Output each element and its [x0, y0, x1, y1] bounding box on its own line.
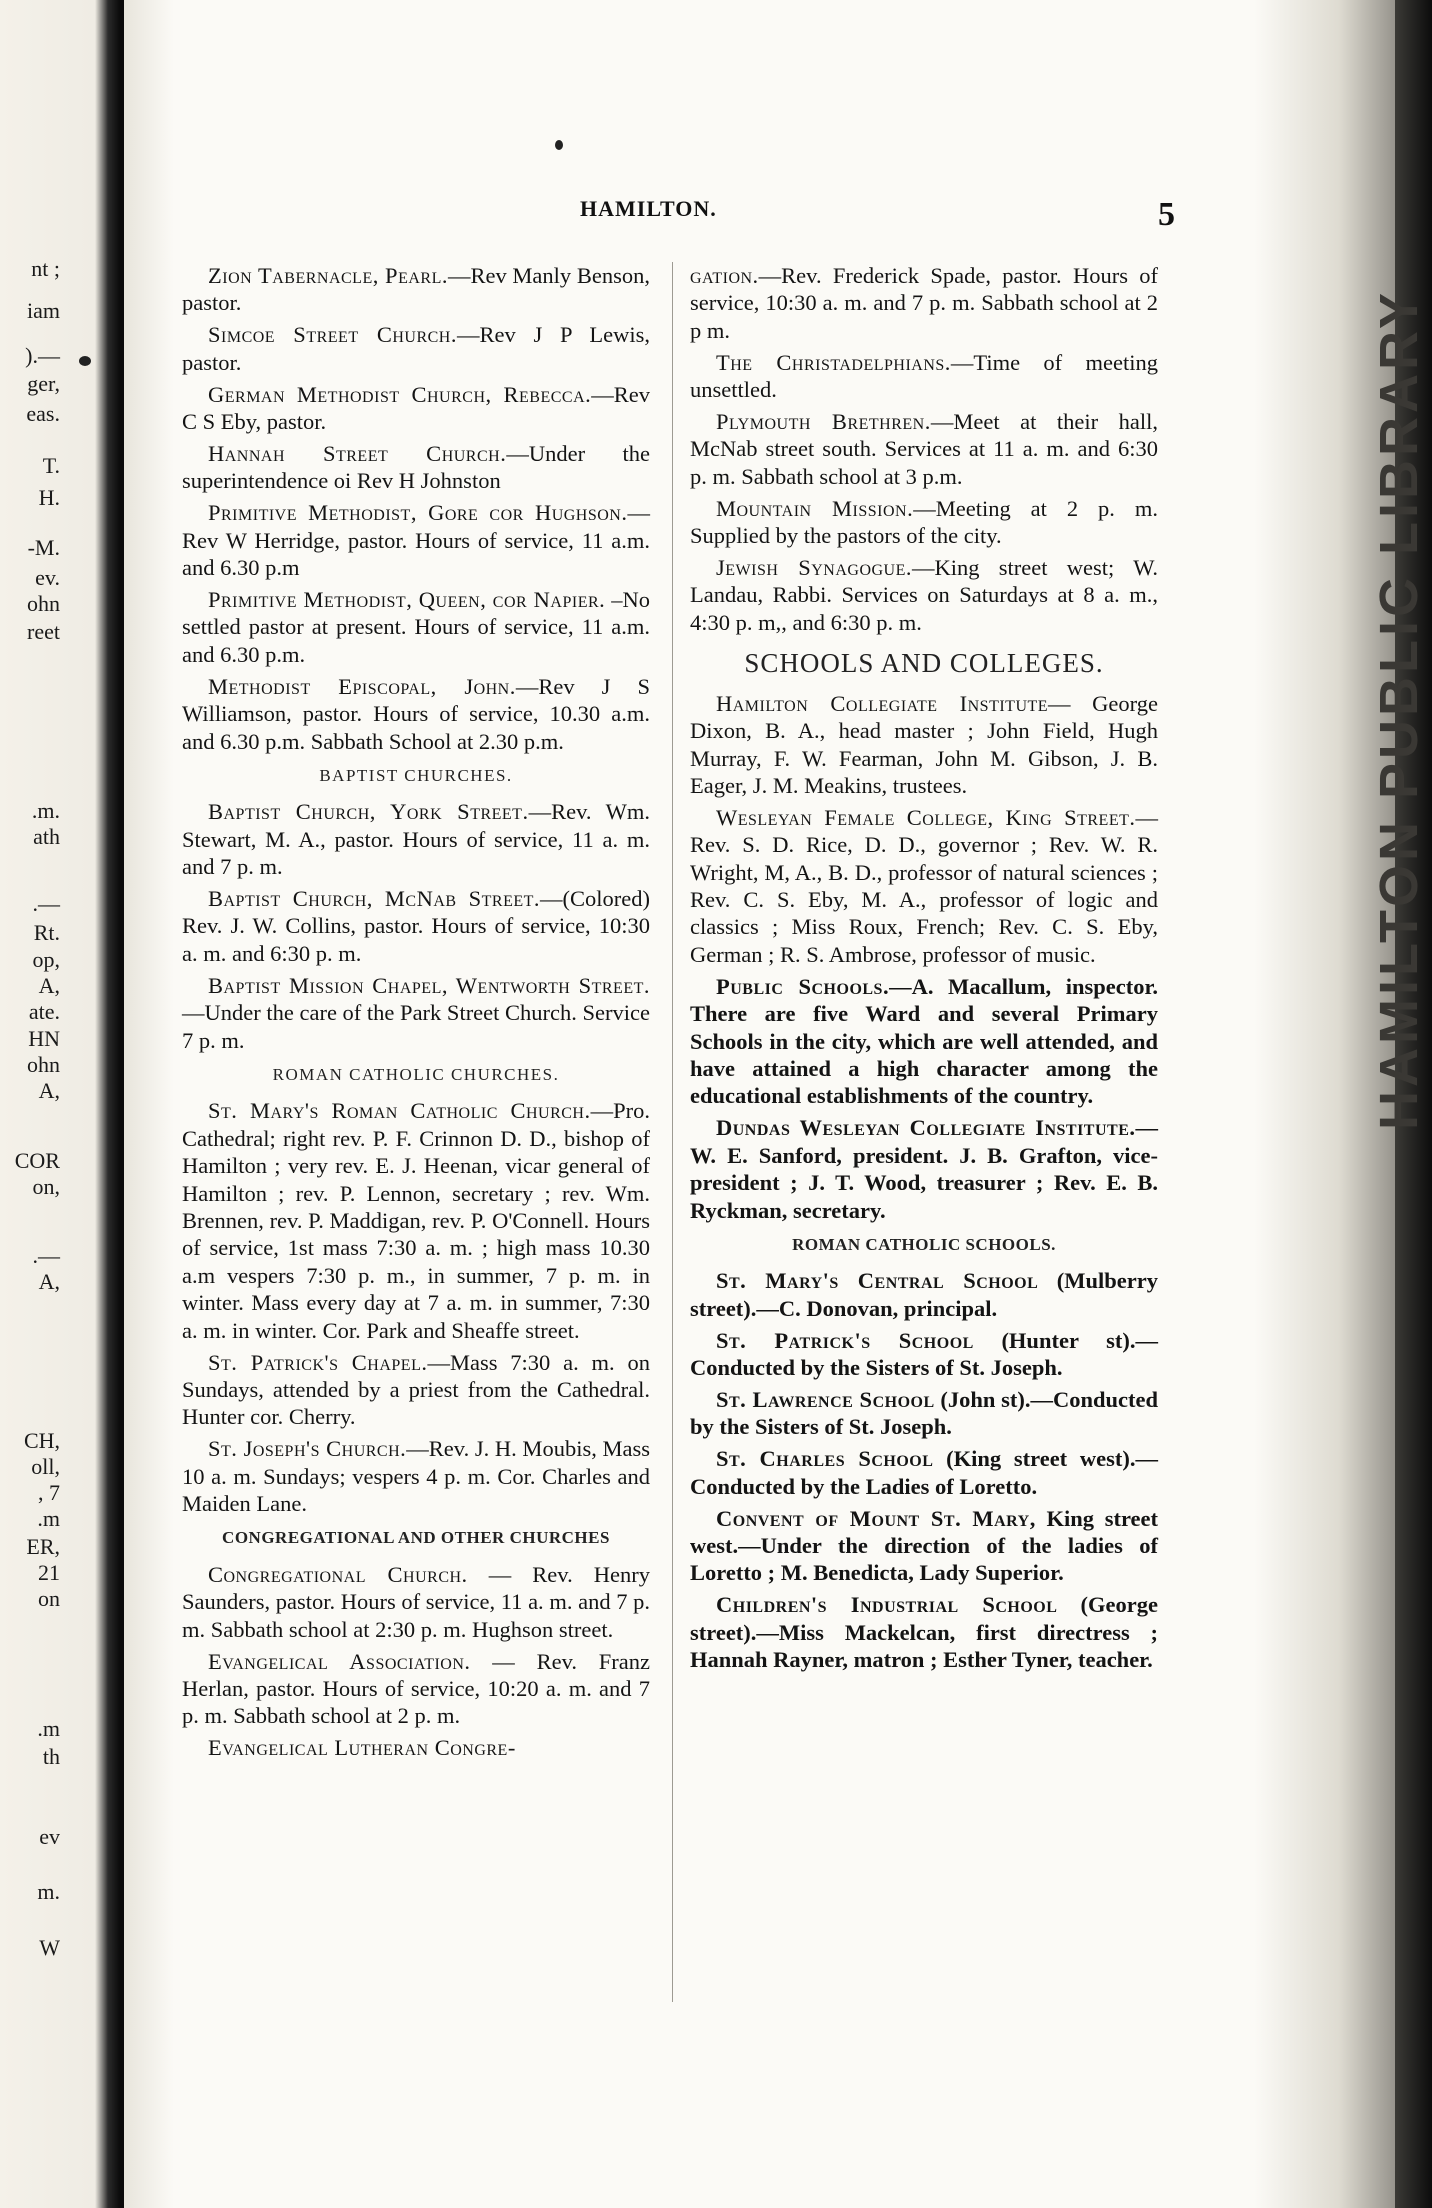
entry-name: gation. — [690, 263, 759, 288]
adjacent-page-edge — [0, 0, 120, 2208]
entry-details: (King street west).—Conducted by the Ladies of Loretto. — [690, 1446, 1159, 1499]
entry-name: Jewish Synagogue. — [716, 555, 912, 581]
directory-entry — [690, 1445, 1158, 1500]
directory-entry — [690, 262, 1158, 344]
directory-entry — [182, 499, 650, 581]
entry-details: —(Colored) Rev. J. W. Collins, pastor. Hours of service, 10:30 a. m. and 6:30 p. m. — [182, 886, 650, 966]
page-edge-fragment: oll, — [31, 1454, 60, 1479]
page-edge-fragment: reet — [27, 619, 60, 644]
directory-entry — [182, 1349, 650, 1431]
entry-name: Hamilton Collegiate Institute — [716, 690, 1049, 716]
entry-details: —Time of meeting unsettled. — [690, 349, 1158, 403]
entry-details: —Mass 7:30 a. m. on Sundays, attended by a priest from the Cathedral. Hunter cor. Cherry. — [182, 1349, 650, 1430]
entry-details: —Rev Manly Benson, pastor. — [182, 263, 650, 316]
page-edge-fragment: CH, — [23, 1428, 60, 1453]
directory-entry — [690, 349, 1158, 404]
directory-entry — [182, 1648, 650, 1730]
directory-entry — [182, 1734, 650, 1761]
page-edge-fragment: 21 — [38, 1560, 60, 1585]
entry-details: — Rev. Franz Herlan, pastor. Hours of service, 10:20 a. m. and 7 p. m. Sabbath school at 2 p. m. — [182, 1648, 650, 1729]
entry-name: Evangelical Association. — [208, 1648, 471, 1674]
directory-entry — [690, 1505, 1158, 1587]
entry-name: Baptist Church, McNab Street. — [208, 886, 541, 912]
directory-entry — [182, 885, 650, 967]
directory-entry — [690, 1591, 1158, 1673]
directory-entry — [182, 321, 650, 376]
page-edge-fragment: ate. — [28, 999, 60, 1024]
page-edge-fragment: A, — [38, 1078, 60, 1103]
page-edge-fragment: Rt. — [33, 920, 60, 945]
entry-name: Primitive Methodist, Queen, cor Napier. — [208, 586, 606, 612]
entry-details: —Rev C S Eby, pastor. — [182, 381, 650, 435]
entry-details: —Rev J S Williamson, pastor. Hours of service, 10.30 a.m. and 6.30 p.m. Sabbath School at 2.30 p.m. — [182, 673, 650, 754]
page-edge-fragment: ath — [33, 824, 60, 849]
entry-name: Convent of Mount St. Mary, — [716, 1505, 1036, 1531]
entry-name: Baptist Church, York Street. — [208, 799, 529, 825]
entry-name: German Methodist Church, Rebecca. — [208, 381, 592, 407]
entry-details: —King street west; W. Landau, Rabbi. Services on Saturdays at 8 a. m., 4:30 p. m,, and 6:30 p. m. — [690, 555, 1158, 635]
entry-name: St. Lawrence School — [716, 1386, 935, 1412]
page-edge-fragment: ev. — [35, 565, 60, 590]
page-number: 5 — [1158, 196, 1175, 233]
section-heading: BAPTIST CHURCHES. — [319, 765, 513, 785]
entry-name: Evangelical Lutheran Congre- — [208, 1735, 516, 1761]
entry-name: The Christadelphians. — [716, 349, 951, 375]
page-edge-fragment: .m — [37, 1506, 60, 1531]
page-edge-fragment: ev — [39, 1824, 60, 1849]
entry-details: — George Dixon, B. A., head master ; John Field, Hugh Murray, F. W. Fearman, John M. Gibson, J. B. Eager, J. M. Meakins, trustees. — [690, 690, 1158, 798]
entry-name: Children's Industrial School — [716, 1592, 1058, 1618]
entry-name: St. Joseph's Church. — [208, 1436, 407, 1462]
page-edge-fragment: A, — [38, 973, 60, 998]
page-edge-fragment: on — [38, 1586, 60, 1611]
page-edge-fragment: , 7 — [38, 1480, 60, 1505]
entry-details: — Rev. Henry Saunders, pastor. Hours of service, 11 a. m. and 7 p. m. Sabbath school at 2:30 p. m. Hughson street. — [182, 1561, 650, 1642]
directory-entry — [182, 972, 650, 1054]
directory-entry — [690, 1114, 1158, 1224]
page-edge-fragment: ohn — [27, 1052, 60, 1077]
page-edge-fragment: W — [39, 1935, 60, 1960]
page-edge-fragment: .m. — [31, 798, 60, 823]
page-edge-fragment: .— — [32, 1243, 60, 1268]
page-edge-fragment: .m — [37, 1716, 60, 1741]
directory-entry — [690, 1386, 1158, 1441]
entry-name: St. Mary's Central School — [716, 1268, 1039, 1294]
library-stamp: HAMILTON PUBLIC LIBRARY — [1369, 289, 1429, 1130]
directory-entry — [182, 673, 650, 755]
page-edge-fragment: .— — [32, 891, 60, 916]
directory-entry — [182, 798, 650, 880]
directory-entry — [690, 690, 1158, 800]
entry-name: St. Mary's Roman Catholic Church. — [208, 1098, 591, 1124]
page-edge-fragment: on, — [32, 1174, 60, 1199]
entry-details: —Rev W Herridge, pastor. Hours of service, 11 a.m. and 6.30 p.m — [182, 500, 650, 581]
entry-details: —Pro. Cathedral; right rev. P. F. Crinnon D. D., bishop of Hamilton ; very rev. E. J. Heenan, vicar general of Hamilton ; rev. P. Lennon, secretary ; rev. Wm. Brennen, rev. P. Maddigan, rev. P. O'Connell. Hours of service, 1st mass 7:30 a. m. ; high mass 10.30 a.m vespers 7:30 p. m., in summer, 7 p. m. in winter. Mass every day at 7 a. m. in summer, 7:30 a. m. in winter. Cor. Park and Sheaffe street. — [182, 1098, 650, 1343]
entry-name: Dundas Wesleyan Collegiate Institute. — [716, 1115, 1136, 1141]
entry-details: —Rev. Wm. Stewart, M. A., pastor. Hours of service, 11 a. m. and 7 p. m. — [182, 799, 650, 880]
entry-details: (George street).—Miss Mackelcan, first directress ; Hannah Rayner, matron ; Esther Tyner, teacher. — [690, 1592, 1158, 1673]
right-column — [690, 262, 1158, 1678]
entry-details: —Rev. J. H. Moubis, Mass 10 a. m. Sundays; vespers 4 p. m. Cor. Charles and Maiden Lane. — [182, 1436, 650, 1517]
section-heading: ROMAN CATHOLIC CHURCHES. — [272, 1064, 560, 1084]
ink-speck — [79, 356, 91, 366]
directory-entry — [690, 408, 1158, 490]
section-heading: CONGREGATIONAL AND OTHER CHURCHES — [222, 1528, 610, 1548]
entry-name: Zion Tabernacle, Pearl. — [208, 263, 448, 288]
entry-details: —Under the superintendence oi Rev H Johnston — [182, 440, 650, 494]
entry-details: —Meeting at 2 p. m. Supplied by the pastors of the city. — [690, 495, 1158, 549]
directory-entry — [690, 495, 1158, 550]
page-edge-fragment: ).— — [25, 343, 60, 368]
entry-name: Plymouth Brethren. — [716, 409, 931, 435]
entry-name: Mountain Mission. — [716, 495, 914, 521]
entry-details: —Rev J P Lewis, pastor. — [182, 322, 650, 375]
page-edge-fragment: HN — [28, 1026, 60, 1051]
entry-name: Hannah Street Church. — [208, 440, 507, 466]
entry-name: St. Patrick's School — [716, 1327, 974, 1353]
entry-name: Primitive Methodist, Gore cor Hughson. — [208, 500, 628, 526]
page-edge-fragment: ohn — [27, 591, 60, 616]
entry-details: —Rev. S. D. Rice, D. D., governor ; Rev. W. R. Wright, M, A., B. D., professor of natural sciences ; Rev. C. S. Eby, M. A., professor of logic and classics ; Miss Roux, French; Rev. C. S. Eby, German ; R. S. Ambrose, professor of music. — [690, 804, 1158, 967]
entry-details: —A. Macallum, inspector. There are five Ward and several Primary Schools in the city, which are well attended, and have attained a high character among the educational establishments of the country. — [690, 973, 1158, 1109]
entry-details: (John st).—Conducted by the Sisters of St. Joseph. — [690, 1386, 1158, 1440]
page-edge-fragment: A, — [38, 1269, 60, 1294]
entry-name: Wesleyan Female College, King Street. — [716, 804, 1136, 830]
page-edge-fragment: H. — [38, 485, 60, 510]
directory-entry — [182, 586, 650, 668]
entry-details: —Meet at their hall, McNab street south. Services at 11 a. m. and 6:30 p. m. Sabbath school at 3 p.m. — [690, 409, 1158, 489]
left-column — [182, 262, 650, 1766]
entry-name: Methodist Episcopal, John. — [208, 673, 516, 699]
page-edge-fragment: m. — [37, 1879, 60, 1904]
directory-entry — [182, 1561, 650, 1643]
page-edge-fragment: COR — [14, 1148, 60, 1173]
directory-entry — [690, 1267, 1158, 1322]
entry-details: (Hunter st).—Conducted by the Sisters of St. Joseph. — [690, 1327, 1158, 1381]
entry-name: St. Patrick's Chapel. — [208, 1349, 428, 1375]
ink-speck — [555, 140, 563, 150]
entry-details: (Mulberry street).—C. Donovan, principal. — [690, 1268, 1158, 1321]
page-edge-fragment: -M. — [27, 535, 60, 560]
directory-entry — [690, 554, 1158, 636]
directory-entry — [690, 1327, 1158, 1382]
directory-entry — [690, 973, 1158, 1110]
directory-entry — [690, 804, 1158, 968]
directory-entry — [182, 1435, 650, 1517]
page-edge-fragment: ER, — [26, 1534, 60, 1559]
directory-entry — [182, 1097, 650, 1344]
entry-details: —Under the care of the Park Street Church. Service 7 p. m. — [182, 1000, 650, 1053]
directory-entry — [182, 440, 650, 495]
page-edge-fragment: ger, — [27, 371, 60, 396]
column-divider — [672, 262, 673, 2002]
running-header: HAMILTON. — [580, 196, 717, 221]
entry-name: St. Charles School — [716, 1446, 934, 1472]
directory-entry — [182, 262, 650, 317]
entry-name: Simcoe Street Church. — [208, 322, 457, 348]
entry-details: King street west.—Under the direction of the ladies of Loretto ; M. Benedicta, Lady Superior. — [690, 1505, 1158, 1586]
section-heading: ROMAN CATHOLIC SCHOOLS. — [792, 1234, 1056, 1254]
entry-name: Congregational Church. — [208, 1561, 468, 1587]
page-edge-fragment: th — [42, 1744, 60, 1769]
entry-details: —W. E. Sanford, president. J. B. Grafton, vice-president ; J. T. Wood, treasurer ; Rev. E. B. Ryckman, secretary. — [690, 1115, 1158, 1223]
page-edge-fragment: iam — [27, 298, 60, 323]
page-edge-fragment: nt ; — [31, 256, 60, 281]
entry-name: Public Schools. — [716, 973, 890, 999]
page-edge-fragment: op, — [32, 947, 60, 972]
directory-entry — [182, 381, 650, 436]
entry-details: –No settled pastor at present. Hours of service, 11 a.m. and 6.30 p.m. — [182, 586, 651, 667]
page-edge-fragment: T. — [42, 453, 60, 478]
entry-details: —Rev. Frederick Spade, pastor. Hours of service, 10:30 a. m. and 7 p. m. Sabbath school at 2 p m. — [690, 263, 1158, 343]
section-heading: SCHOOLS AND COLLEGES. — [744, 648, 1104, 679]
page-edge-fragment: eas. — [26, 401, 60, 426]
entry-name: Baptist Mission Chapel, Wentworth Street. — [208, 972, 650, 998]
